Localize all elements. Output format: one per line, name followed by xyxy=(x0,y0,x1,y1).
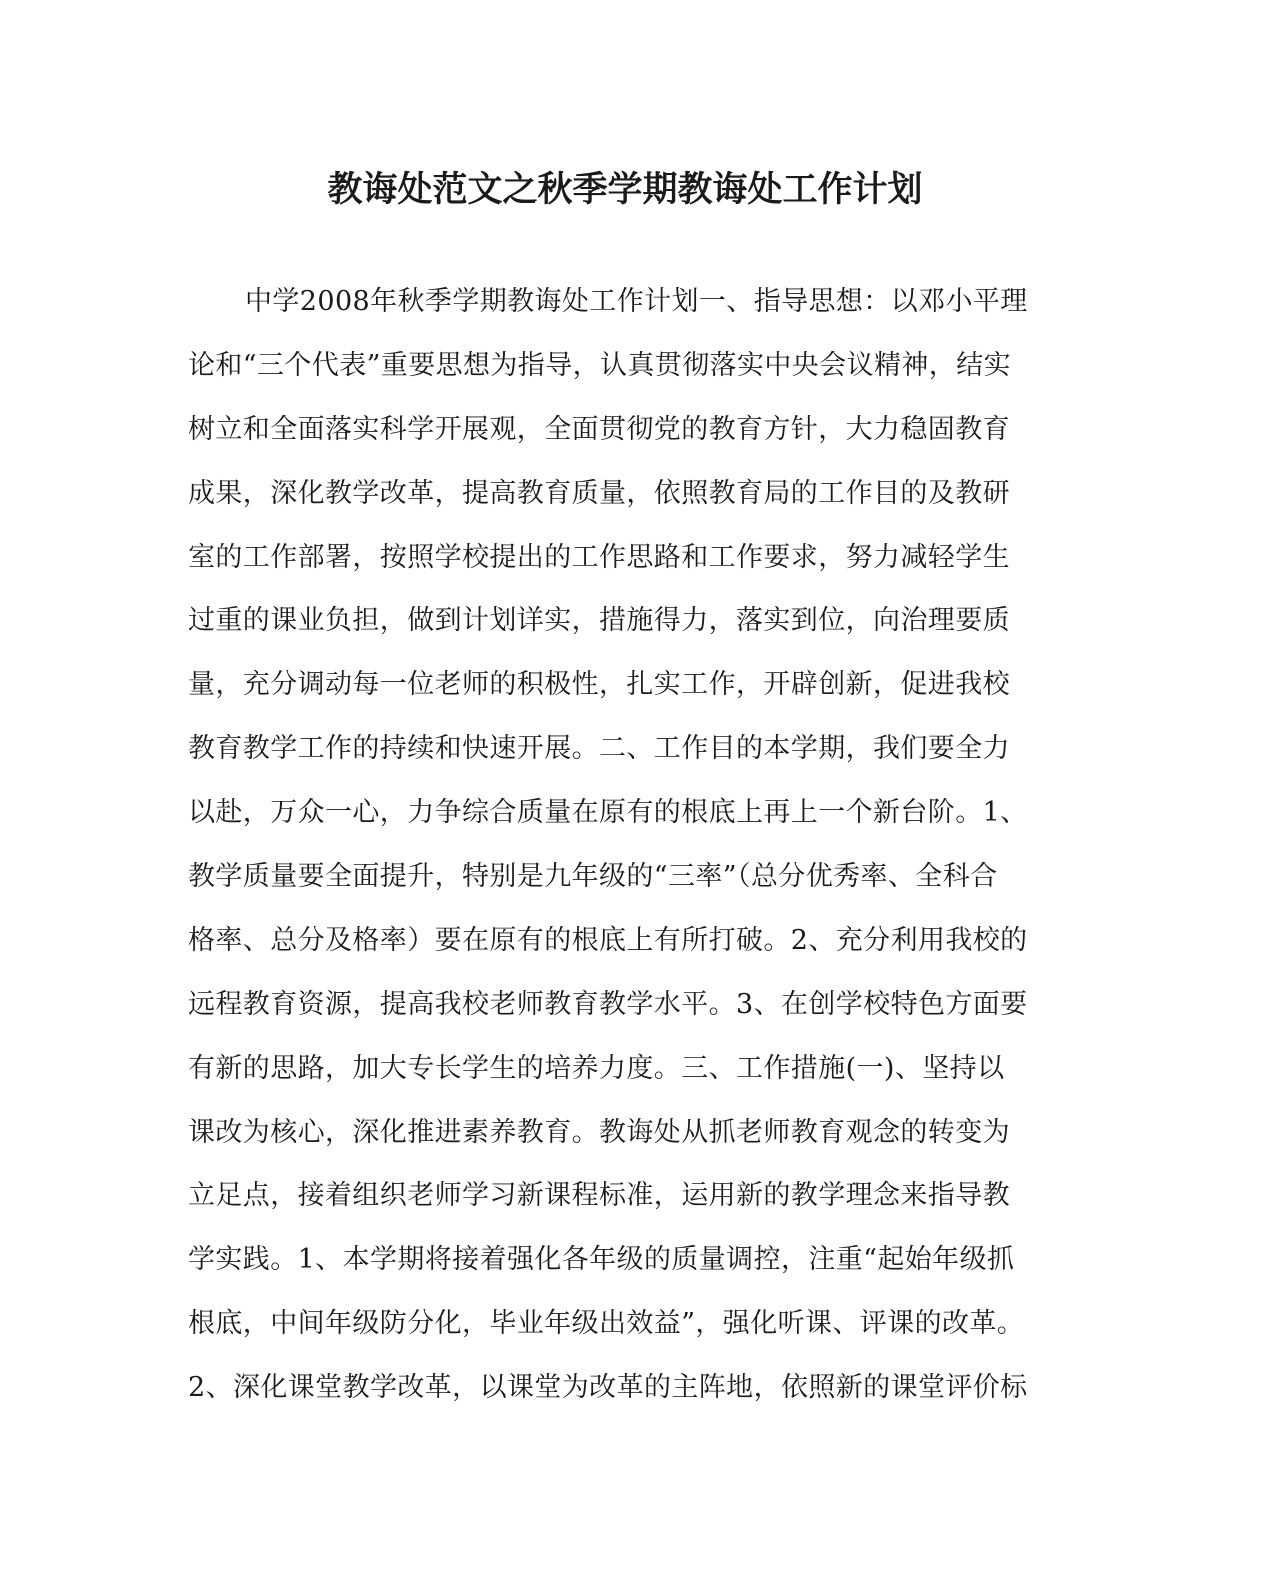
document-body xyxy=(188,270,1068,1420)
body-line: 格率、总分及格率）要在原有的根底上有所打破。2、充分利用我校的 xyxy=(188,924,1028,956)
body-line: 有新的思路，加大专长学生的培养力度。三、工作措施(一)、坚持以 xyxy=(188,1052,1005,1084)
body-line: 量，充分调动每一位老师的积极性，扎实工作，开辟创新，促进我校 xyxy=(188,669,1010,701)
body-line: 成果，深化教学改革，提高教育质量，依照教育局的工作目的及教研 xyxy=(188,477,1010,509)
body-line: 室的工作部署，按照学校提出的工作思路和工作要求，努力减轻学生 xyxy=(188,541,1010,573)
body-line: 学实践。1、本学期将接着强化各年级的质量调控，注重“起始年级抓 xyxy=(188,1244,1015,1276)
body-line: 论和“三个代表”重要思想为指导，认真贯彻落实中央会议精神，结实 xyxy=(188,349,1012,381)
body-line: 远程教育资源，提高我校老师教育教学水平。3、在创学校特色方面要 xyxy=(188,988,1028,1020)
body-line: 2、深化课堂教学改革，以课堂为改革的主阵地，依照新的课堂评价标 xyxy=(188,1372,1028,1404)
body-line: 树立和全面落实科学开展观，全面贯彻党的教育方针，大力稳固教育 xyxy=(188,413,1010,445)
body-line: 立足点，接着组织老师学习新课程标准，运用新的教学理念来指导教 xyxy=(188,1180,1010,1212)
body-line: 教学质量要全面提升，特别是九年级的“三率”（总分优秀率、全科合 xyxy=(188,861,998,893)
body-line: 根底，中间年级防分化，毕业年级出效益”，强化听课、评课的改革。 xyxy=(188,1308,1025,1340)
body-line: 过重的课业负担，做到计划详实，措施得力，落实到位，向治理要质 xyxy=(188,605,1010,637)
document-title: 教诲处范文之秋季学期教诲处工作计划 xyxy=(327,169,923,210)
body-line: 教育教学工作的持续和快速开展。二、工作目的本学期，我们要全力 xyxy=(188,733,1010,765)
body-line: 以赴，万众一心，力争综合质量在原有的根底上再上一个新台阶。1、 xyxy=(188,797,1028,829)
body-line: 中学2008年秋季学期教诲处工作计划一、指导思想：以邓小平理 xyxy=(245,286,1028,317)
body-line: 课改为核心，深化推进素养教育。教诲处从抓老师教育观念的转变为 xyxy=(188,1116,1010,1148)
